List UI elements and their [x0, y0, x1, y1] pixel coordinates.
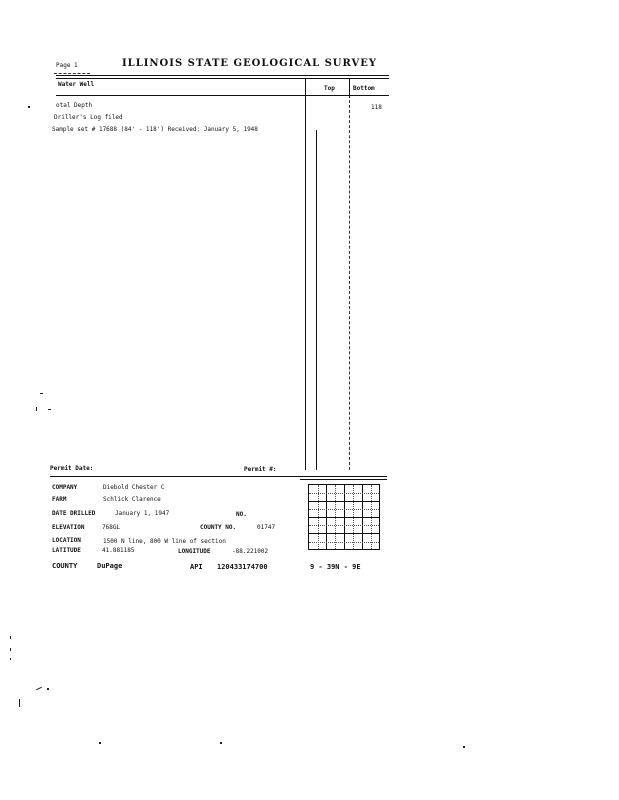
county-no-label: COUNTY NO.: [200, 524, 237, 531]
longitude-label: LONGITUDE: [178, 548, 211, 555]
column-divider-left: [305, 78, 306, 470]
column-top-header: Top: [324, 85, 335, 92]
scan-speck: [19, 699, 20, 707]
company-label: COMPANY: [52, 484, 78, 491]
date-drilled-label: DATE DRILLED: [52, 510, 96, 517]
elevation-value: 768GL: [102, 524, 121, 531]
scan-speck: [463, 746, 465, 748]
well-type-label: Water Well: [58, 81, 95, 88]
scan-speck: [47, 688, 49, 690]
permit-rule: [50, 476, 387, 477]
table-row-total-depth: otal Depth: [56, 102, 93, 109]
scan-speck: [10, 648, 11, 651]
scan-speck: [48, 409, 51, 410]
elevation-label: ELEVATION: [52, 524, 85, 531]
latitude-label: LATITUDE: [52, 547, 81, 554]
county-no-value: 01747: [257, 524, 276, 531]
page-title: ILLINOIS STATE GEOLOGICAL SURVEY: [122, 58, 378, 69]
page-number: Page 1: [56, 62, 78, 69]
scan-speck: [28, 106, 30, 108]
location-value: 1500 N line, 800 W line of section: [103, 538, 226, 545]
header-rule-top: [56, 75, 389, 76]
table-row-drillers-log: Driller's Log filed: [54, 114, 123, 121]
section-locator-grid: [308, 484, 380, 550]
scan-speck: [10, 658, 11, 660]
company-value: Diebold Chester C: [103, 484, 165, 491]
total-depth-bottom-value: 118: [371, 104, 382, 111]
scan-speck: [36, 407, 37, 411]
date-drilled-value: January 1, 1947: [115, 510, 170, 517]
table-header-rule: [56, 95, 389, 96]
farm-value: Schlick Clarence: [103, 496, 161, 503]
location-label: LOCATION: [52, 537, 81, 544]
section-township-range: 9 - 39N - 9E: [310, 563, 361, 571]
table-row-sample-set: Sample set # 17688 (84' - 118') Received: January 5, 1948: [52, 126, 258, 133]
permit-number-label: Permit #:: [244, 466, 277, 473]
scan-speck: [36, 687, 42, 690]
scan-speck: [10, 636, 11, 639]
scan-speck: [220, 742, 222, 744]
column-divider-mid-top: [349, 78, 350, 98]
scan-speck: [40, 393, 43, 394]
header-rule-top-2: [56, 78, 389, 79]
permit-rule-2: [300, 479, 387, 480]
column-divider-left-2: [316, 130, 317, 470]
api-label: API: [190, 563, 203, 571]
scan-speck: [99, 742, 101, 744]
county-value: DuPage: [97, 562, 123, 570]
latitude-value: 41.881185: [102, 547, 135, 554]
permit-date-label: Permit Date:: [50, 465, 94, 472]
column-bottom-header: Bottom: [353, 85, 375, 92]
county-label: COUNTY: [52, 562, 78, 570]
longitude-value: -88.221002: [232, 548, 269, 555]
api-value: 120433174700: [217, 563, 268, 571]
column-divider-mid: [349, 100, 350, 470]
no-label: NO.: [236, 511, 247, 518]
farm-label: FARM: [52, 496, 67, 503]
